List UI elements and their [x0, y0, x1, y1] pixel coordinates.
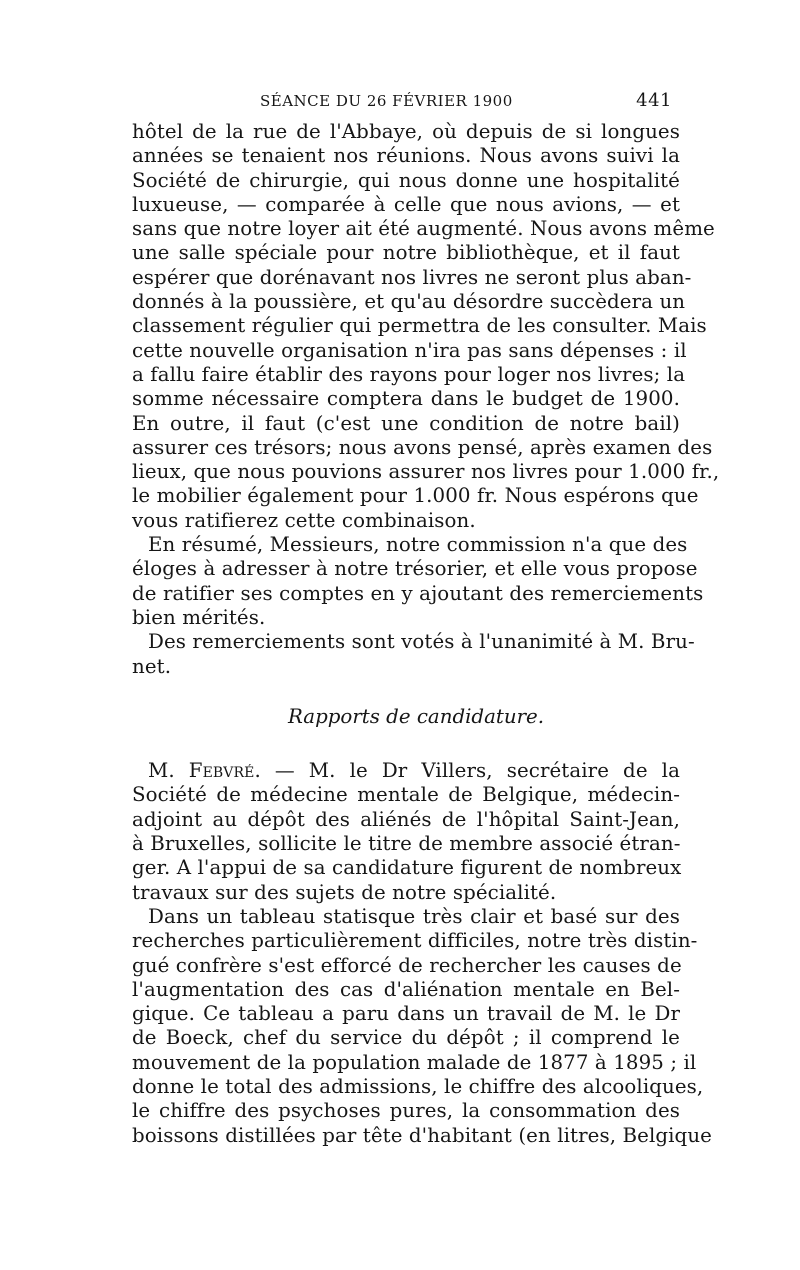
text-line: a fallu faire établir des rayons pour loger nos livres; la [132, 362, 686, 386]
text-line: boissons distillées par tête d'habitant (en litres, Belgique [132, 1123, 712, 1147]
text-line: éloges à adresser à notre trésorier, et elle vous propose [132, 557, 698, 581]
text-line: En outre, il faut (c'est une condition de notre bail) [132, 411, 680, 435]
text-line: donnés à la poussière, et qu'au désordre succèdera un [132, 290, 686, 314]
page-number: 441 [636, 90, 672, 111]
text-line: lieux, que nous pouvions assurer nos livres pour 1.000 fr., [132, 460, 720, 484]
text-line: Société de chirurgie, qui nous donne une hospitalité [132, 168, 680, 192]
text-line: luxueuse, — comparée à celle que nous avions, — et [132, 192, 680, 216]
text-line: Société de médecine mentale de Belgique, médecin- [132, 783, 680, 807]
text-line: Dans un tableau statisque très clair et basé sur des [148, 904, 680, 928]
book-page [132, 90, 720, 1148]
text-line: hôtel de la rue de l'Abbaye, où depuis de si longues [132, 120, 680, 143]
text-line: assurer ces trésors; nous avons pensé, après examen des [132, 435, 713, 459]
text-line [132, 759, 680, 783]
text-line: sans que notre loyer ait été augmenté. Nous avons même [132, 217, 715, 241]
page-body [132, 120, 720, 1148]
text-line: ger. A l'appui de sa candidature figurent de nombreux [132, 856, 682, 880]
running-head-title: SÉANCE DU 26 FÉVRIER 1900 [260, 92, 513, 110]
text-line: mouvement de la population malade de 1877 à 1895 ; il [132, 1050, 697, 1074]
text-line: cette nouvelle organisation n'ira pas sans dépenses : il [132, 338, 687, 362]
text-line: une salle spéciale pour notre bibliothèque, et il faut [132, 241, 680, 265]
text-line: espérer que dorénavant nos livres ne seront plus aban- [132, 265, 692, 289]
text-line: En résumé, Messieurs, notre commission n'a que des [148, 533, 688, 557]
text-line: classement régulier qui permettra de les consulter. Mais [132, 314, 707, 338]
text-line: somme nécessaire comptera dans le budget de 1900. [132, 387, 680, 411]
text-line: années se tenaient nos réunions. Nous avons suivi la [132, 144, 680, 168]
text-line: bien mérités. [132, 605, 266, 629]
text-line: travaux sur des sujets de notre spécialité. [132, 880, 557, 904]
text-line: adjoint au dépôt des aliénés de l'hôpital Saint-Jean, [132, 807, 680, 831]
section-heading: Rapports de candidature. [287, 704, 545, 728]
speaker-name: M. Febvré. [148, 759, 261, 783]
text-line: vous ratifierez cette combinaison. [132, 508, 476, 532]
text-line: Des remerciements sont votés à l'unanimité à M. Bru- [148, 630, 695, 654]
text-line: gique. Ce tableau a paru dans un travail de M. le Dr [132, 1002, 680, 1026]
text-line: recherches particulièrement difficiles, notre très distin- [132, 929, 698, 953]
text-line: le chiffre des psychoses pures, la consommation des [132, 1099, 680, 1123]
text-line: gué confrère s'est efforcé de rechercher les causes de [132, 953, 682, 977]
text-line: l'augmentation des cas d'aliénation mentale en Bel- [132, 977, 680, 1001]
speaker-text: — M. le Dr Villers, secrétaire de la [274, 759, 680, 783]
text-line: de ratifier ses comptes en y ajoutant des remerciements [132, 581, 704, 605]
text-line: donne le total des admissions, le chiffre des alcooliques, [132, 1074, 704, 1098]
running-head [132, 90, 680, 116]
text-line: de Boeck, chef du service du dépôt ; il comprend le [132, 1026, 680, 1050]
text-line: net. [132, 654, 172, 678]
text-line: à Bruxelles, sollicite le titre de membre associé étran- [132, 832, 681, 856]
text-line: le mobilier également pour 1.000 fr. Nous espérons que [132, 484, 699, 508]
